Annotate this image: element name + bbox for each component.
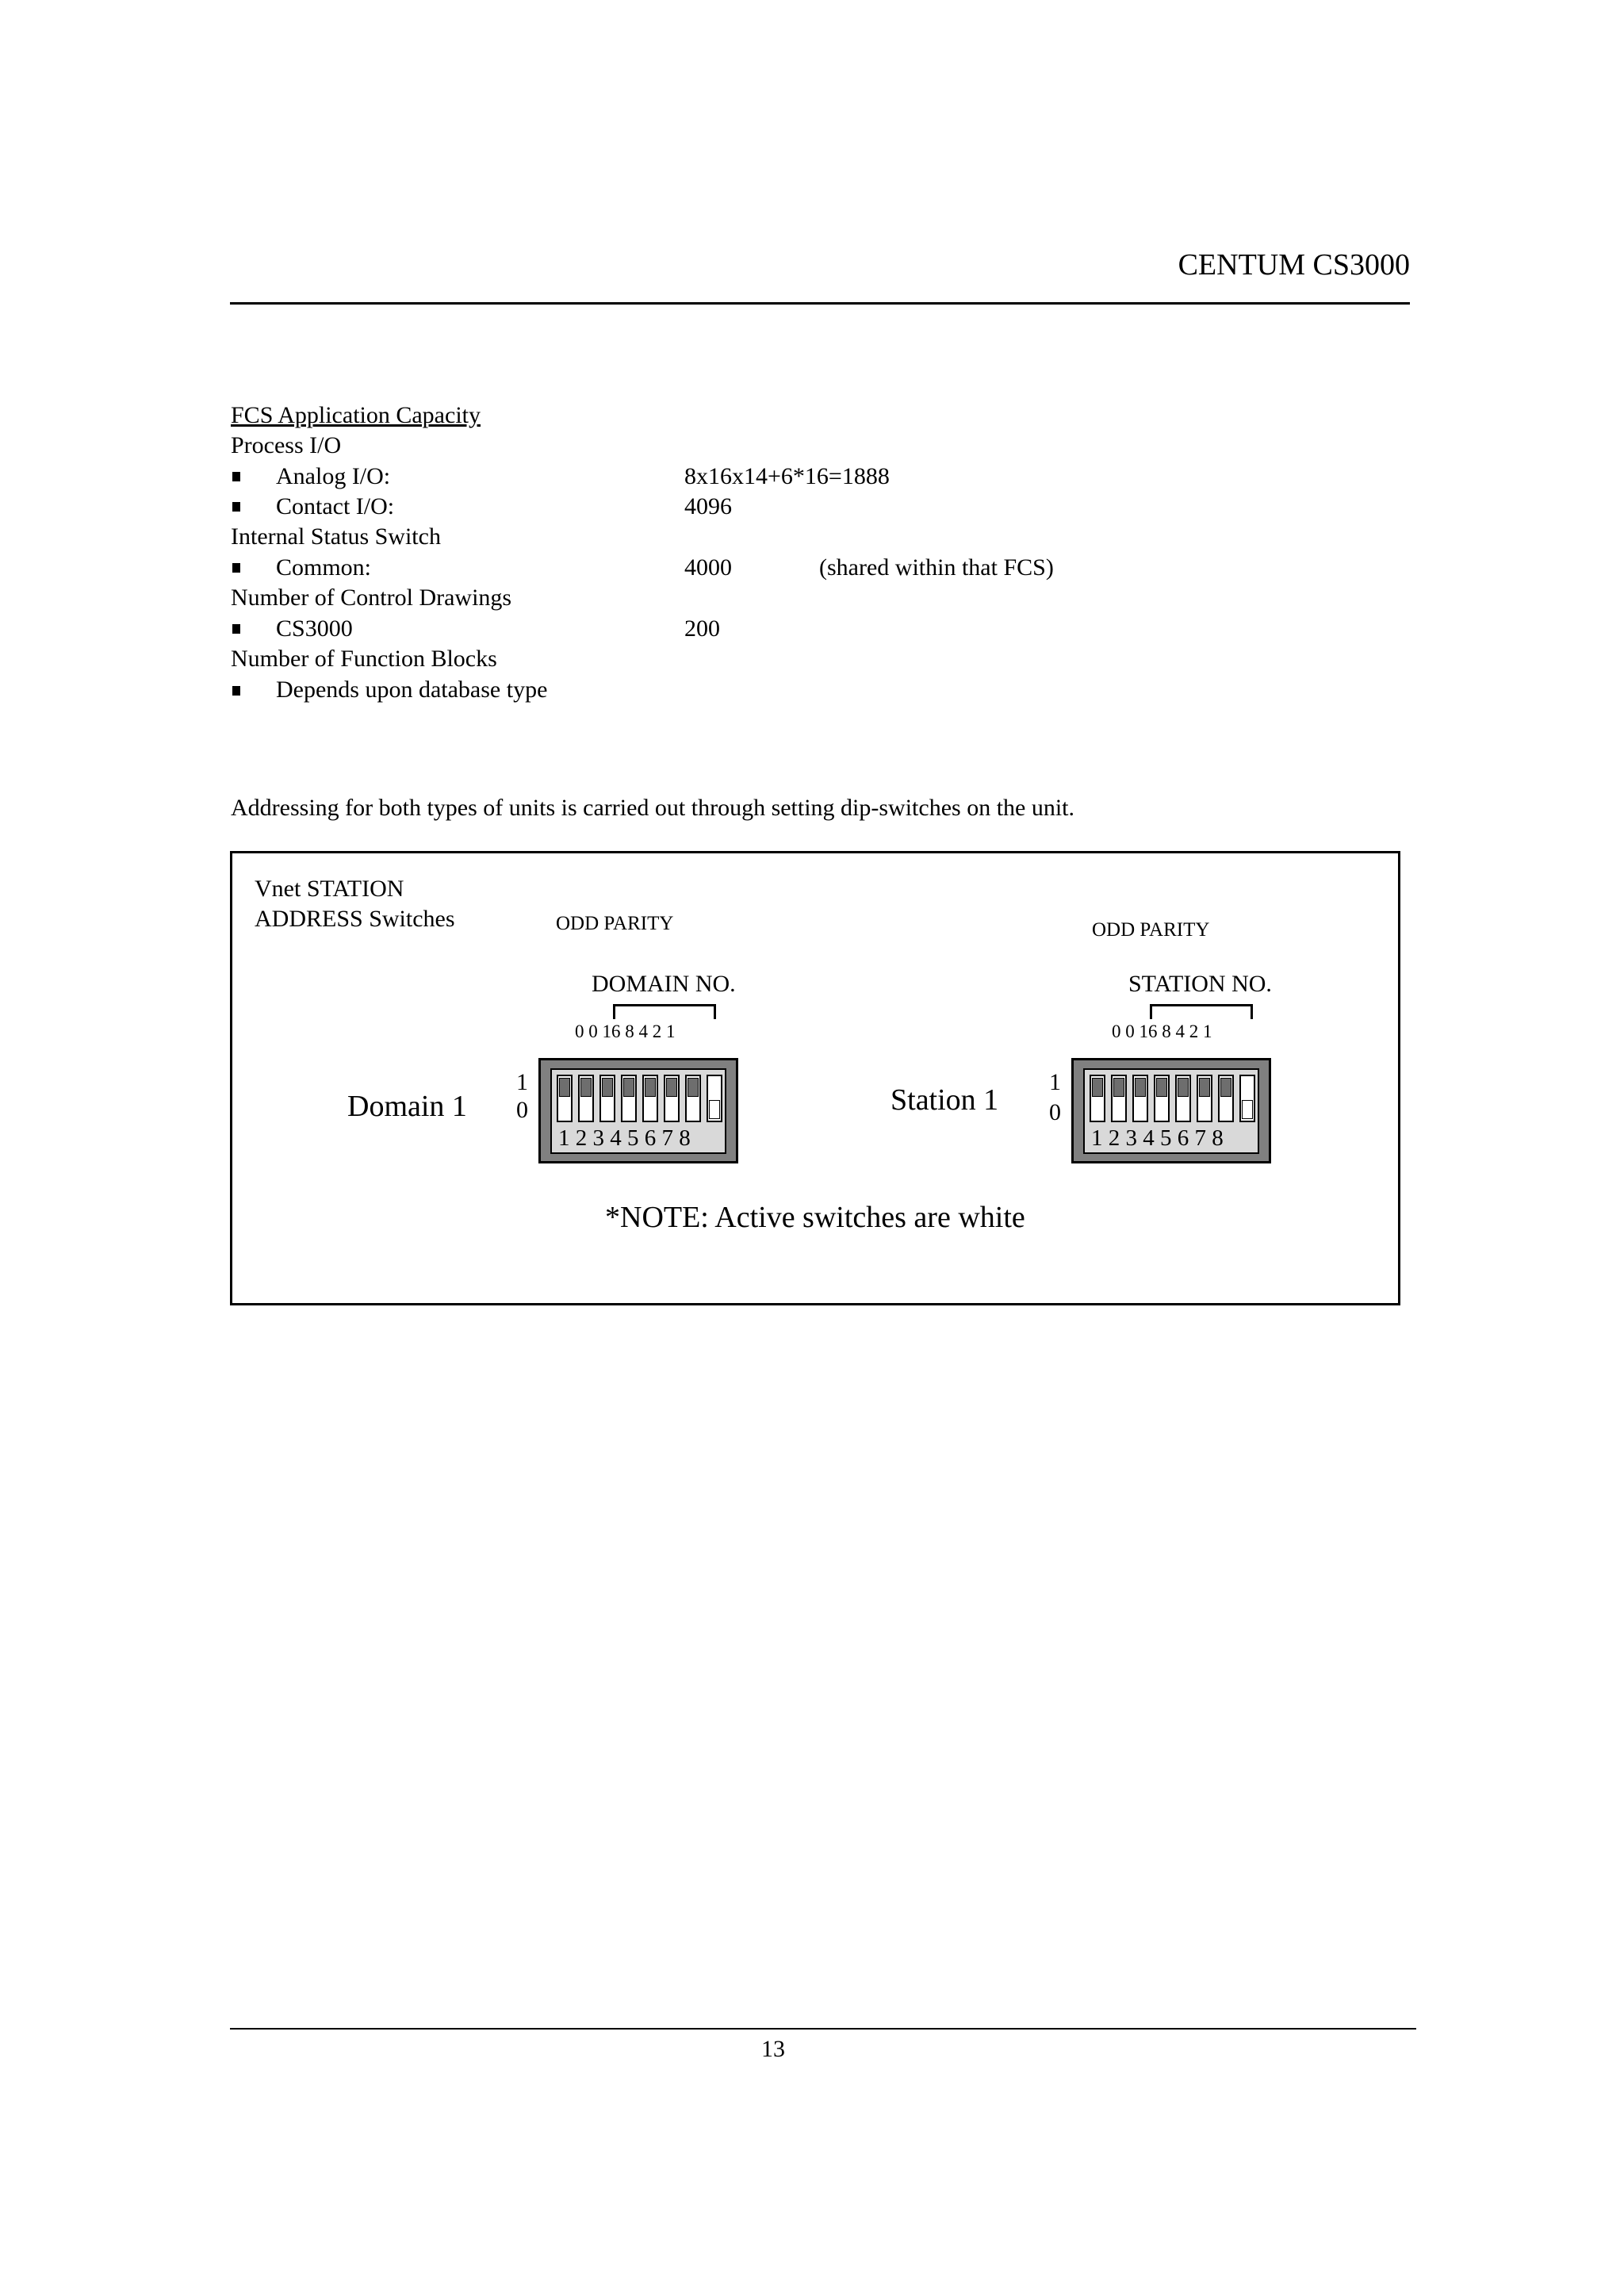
bullet-icon [232,502,240,512]
station-switch-knob [1199,1078,1210,1097]
domain-parity-label: ODD PARITY [556,913,674,934]
station-group-bracket [1150,1004,1253,1019]
item-value: 4000 [684,554,732,581]
domain-switch-knob [666,1078,677,1097]
station-switch-knob [1092,1078,1103,1097]
domain-level-low: 0 [516,1097,528,1123]
capacity-heading: FCS Application Capacity [231,402,481,428]
section-title: Internal Status Switch [231,523,441,550]
station-switch-knob [1156,1078,1167,1097]
item-label: CS3000 [276,615,353,642]
domain-switch-5 [642,1075,658,1122]
station-switch-4 [1154,1075,1170,1122]
domain-switch-knob [602,1078,613,1097]
domain-switch-2 [578,1075,594,1122]
domain-switch-knob [709,1100,720,1119]
item-label: Analog I/O: [276,463,391,489]
station-unit-label: Station 1 [891,1083,999,1117]
station-switch-8 [1239,1075,1255,1122]
station-switch-3 [1132,1075,1148,1122]
station-switch-knob [1220,1078,1231,1097]
domain-group-bracket [613,1004,716,1019]
domain-switch-knob [580,1078,592,1097]
diagram-title-line1: Vnet STATION [255,876,404,902]
station-switch-numbers: 1 2 3 4 5 6 7 8 [1091,1125,1224,1151]
footer-rule [230,2028,1416,2030]
domain-switch-4 [621,1075,637,1122]
bullet-icon [232,563,240,573]
station-switch-2 [1111,1075,1127,1122]
domain-bit-labels: 0 0 16 8 4 2 1 [575,1022,676,1041]
domain-dip-switch [538,1058,738,1163]
station-switch-knob [1135,1078,1146,1097]
station-switch-6 [1197,1075,1212,1122]
station-switch-knob [1242,1100,1253,1119]
station-level-low: 0 [1049,1099,1061,1125]
domain-switch-3 [599,1075,615,1122]
item-note: (shared within that FCS) [819,554,1054,581]
station-bit-labels: 0 0 16 8 4 2 1 [1112,1022,1212,1041]
diagram-note: *NOTE: Active switches are white [605,1201,1025,1234]
item-label: Common: [276,554,372,581]
domain-switch-numbers: 1 2 3 4 5 6 7 8 [558,1125,691,1151]
bullet-icon [232,472,240,481]
station-switch-knob [1178,1078,1189,1097]
station-switch-5 [1175,1075,1191,1122]
item-value: 8x16x14+6*16=1888 [684,463,890,489]
domain-switch-knob [559,1078,570,1097]
domain-switch-knob [645,1078,656,1097]
domain-level-high: 1 [516,1069,528,1095]
bullet-icon [232,686,240,696]
station-switch-1 [1090,1075,1105,1122]
station-dip-switch [1071,1058,1271,1163]
domain-switch-6 [664,1075,680,1122]
domain-switch-knob [688,1078,699,1097]
item-value: 4096 [684,493,732,519]
section-title: Process I/O [231,432,342,458]
section-title: Number of Control Drawings [231,585,512,611]
station-group-label: STATION NO. [1128,971,1272,997]
station-switch-knob [1113,1078,1124,1097]
page-number: 13 [761,2036,785,2062]
item-value: 200 [684,615,720,642]
header-rule [230,302,1410,305]
section-title: Number of Function Blocks [231,646,497,672]
station-switch-7 [1218,1075,1234,1122]
domain-switch-1 [557,1075,573,1122]
station-parity-label: ODD PARITY [1092,919,1210,941]
domain-switch-8 [707,1075,722,1122]
item-label: Contact I/O: [276,493,395,519]
domain-switch-knob [623,1078,634,1097]
station-level-high: 1 [1049,1069,1061,1095]
bullet-icon [232,624,240,634]
item-label: Depends upon database type [276,677,548,703]
diagram-title-line2: ADDRESS Switches [255,906,455,932]
header-title: CENTUM CS3000 [1178,248,1410,282]
dip-switch-diagram [230,851,1400,1305]
addressing-text: Addressing for both types of units is carried out through setting dip-switches on the unit. [231,795,1075,821]
domain-switch-7 [685,1075,701,1122]
domain-unit-label: Domain 1 [347,1090,467,1123]
domain-group-label: DOMAIN NO. [592,971,736,997]
